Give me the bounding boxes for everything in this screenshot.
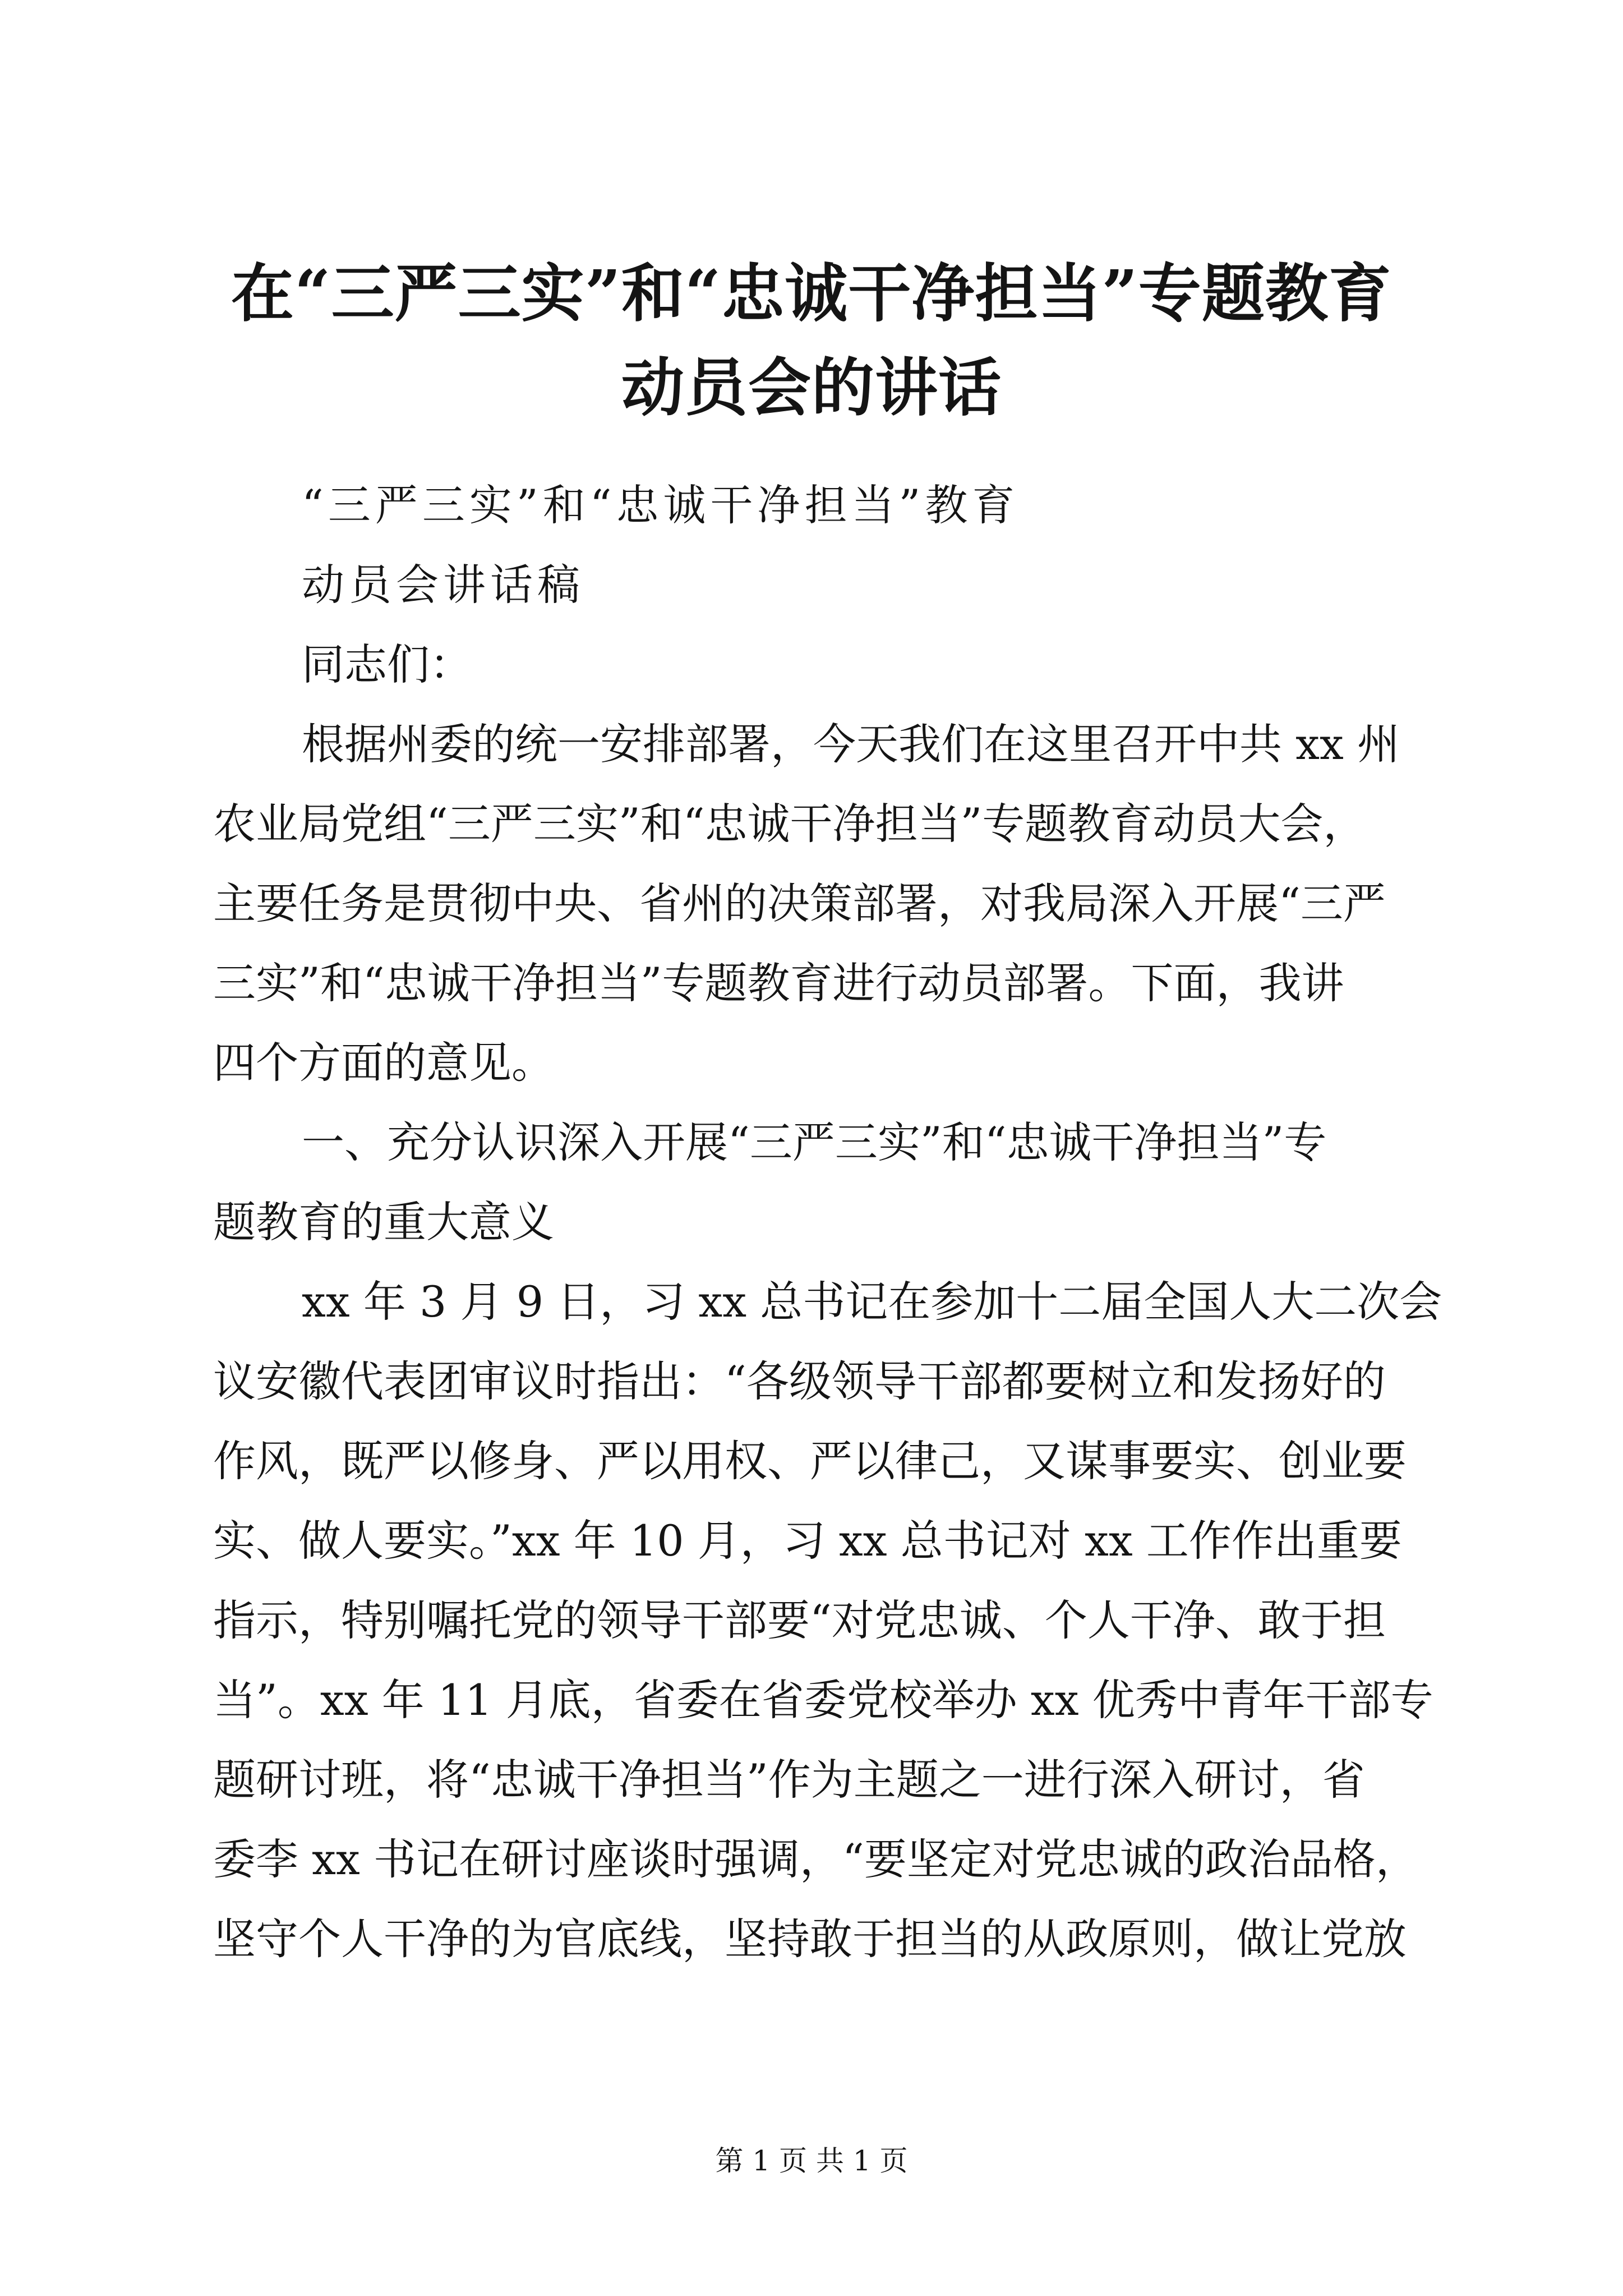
paragraph-line: 三实”和“忠诚干净担当”专题教育进行动员部署。下面，我讲 xyxy=(213,958,1344,1008)
paragraph-line: 指示，特别嘱托党的领导干部要“对党忠诚、个人干净、敢于担 xyxy=(213,1595,1386,1645)
paragraph-line: 题研讨班，将“忠诚干净担当”作为主题之一进行深入研讨，省 xyxy=(213,1755,1365,1805)
paragraph-line: 委李 xx 书记在研讨座谈时强调，“要坚定对党忠诚的政治品格， xyxy=(213,1834,1418,1884)
subtitle-line: “三严三实”和“忠诚干净担当”教育 xyxy=(302,480,1020,530)
paragraph-line: 实、做人要实。”xx 年 10 月，习 xx 总书记对 xx 工作作出重要 xyxy=(213,1516,1402,1566)
title-line: 在“三严三实”和“忠诚干净担当”专题教育 xyxy=(231,257,1392,330)
heading-line: 题教育的重大意义 xyxy=(213,1197,554,1247)
paragraph-line: 主要任务是贯彻中央、省州的决策部署，对我局深入开展“三严 xyxy=(213,878,1386,928)
page-footer xyxy=(0,2144,1623,2178)
salutation: 同志们： xyxy=(302,639,472,689)
paragraph-line: 根据州委的统一安排部署，今天我们在这里召开中共 xx 州 xyxy=(302,719,1400,769)
paragraph-line: 议安徽代表团审议时指出：“各级领导干部都要树立和发扬好的 xyxy=(213,1356,1386,1406)
document-body xyxy=(213,466,1442,1979)
paragraph-2 xyxy=(213,1262,1442,1979)
paragraph-line: 作风，既严以修身、严以用权、严以律己，又谋事要实、创业要 xyxy=(213,1436,1407,1486)
title-line: 动员会的讲话 xyxy=(621,351,1002,425)
paragraph-line: 四个方面的意见。 xyxy=(213,1038,554,1088)
paragraph-1 xyxy=(213,705,1410,1103)
paragraph-line: 坚守个人干净的为官底线，坚持敢于担当的从政原则，做让党放 xyxy=(213,1914,1407,1964)
document-title xyxy=(213,247,1410,435)
section-1-heading xyxy=(213,1103,1410,1262)
heading-line: 一、充分认识深入开展“三严三实”和“忠诚干净担当”专 xyxy=(302,1117,1327,1167)
paragraph-line: 当”。xx 年 11 月底，省委在省委党校举办 xx 优秀中青年干部专 xyxy=(213,1675,1433,1725)
paragraph-line: 农业局党组“三严三实”和“忠诚干净担当”专题教育动员大会， xyxy=(213,799,1366,849)
paragraph-line: xx 年 3 月 9 日，习 xx 总书记在参加十二届全国人大二次会 xyxy=(302,1277,1442,1327)
page-number: 第 1 页 共 1 页 xyxy=(715,2145,908,2177)
subtitle-line: 动员会讲话稿 xyxy=(302,560,584,610)
